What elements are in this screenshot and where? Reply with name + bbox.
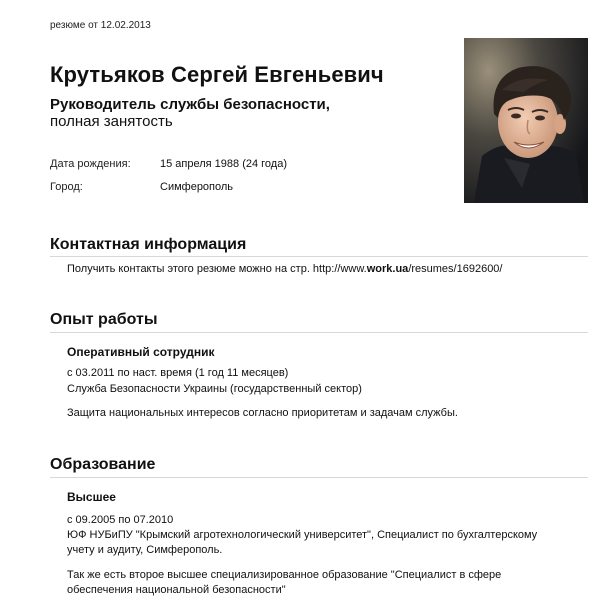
profile-photo — [464, 38, 588, 203]
desired-position: Руководитель службы безопасности, — [50, 96, 330, 113]
contacts-divider — [50, 256, 588, 257]
education-note-line1: Так же есть второе высшее специализированное образование "Специалист в сфере — [67, 569, 502, 581]
experience-divider — [50, 332, 588, 333]
employment-type: полная занятость — [50, 113, 173, 130]
birth-date-label: Дата рождения: — [50, 158, 131, 170]
experience-section-title: Опыт работы — [50, 311, 158, 328]
contacts-text-prefix: Получить контакты этого резюме можно на стр. http://www. — [67, 263, 367, 275]
city-value: Симферополь — [160, 181, 234, 193]
contacts-text-suffix: /resumes/1692600/ — [408, 263, 503, 275]
city-label: Город: — [50, 181, 83, 193]
education-institution-line1: ЮФ НУБиПУ "Крымский агротехнологический университет", Специалист по бухгалтерскому — [67, 529, 538, 541]
education-level: Высшее — [67, 490, 116, 504]
education-divider — [50, 477, 588, 478]
job-company: Служба Безопасности Украины (государственный сектор) — [67, 383, 362, 395]
resume-date: резюме от 12.02.2013 — [50, 20, 151, 31]
contacts-link-domain[interactable]: work.ua — [366, 263, 409, 275]
job-description: Защита национальных интересов согласно приоритетам и задачам службы. — [67, 407, 458, 419]
full-name: Крутьяков Сергей Евгеньевич — [50, 62, 384, 87]
job-title: Оперативный сотрудник — [67, 345, 215, 359]
education-institution-line2: учету и аудиту, Симферополь. — [67, 544, 223, 556]
job-period: с 03.2011 по наст. время (1 год 11 месяцев) — [67, 367, 289, 379]
education-section-title: Образование — [50, 456, 156, 473]
birth-date-value: 15 апреля 1988 (24 года) — [160, 158, 287, 170]
education-note-line2: обеспечения национальной безопасности" — [67, 584, 286, 596]
education-period: с 09.2005 по 07.2010 — [67, 514, 174, 526]
person-portrait-icon — [464, 38, 588, 203]
contacts-text — [67, 262, 502, 277]
contacts-section-title: Контактная информация — [50, 236, 247, 253]
